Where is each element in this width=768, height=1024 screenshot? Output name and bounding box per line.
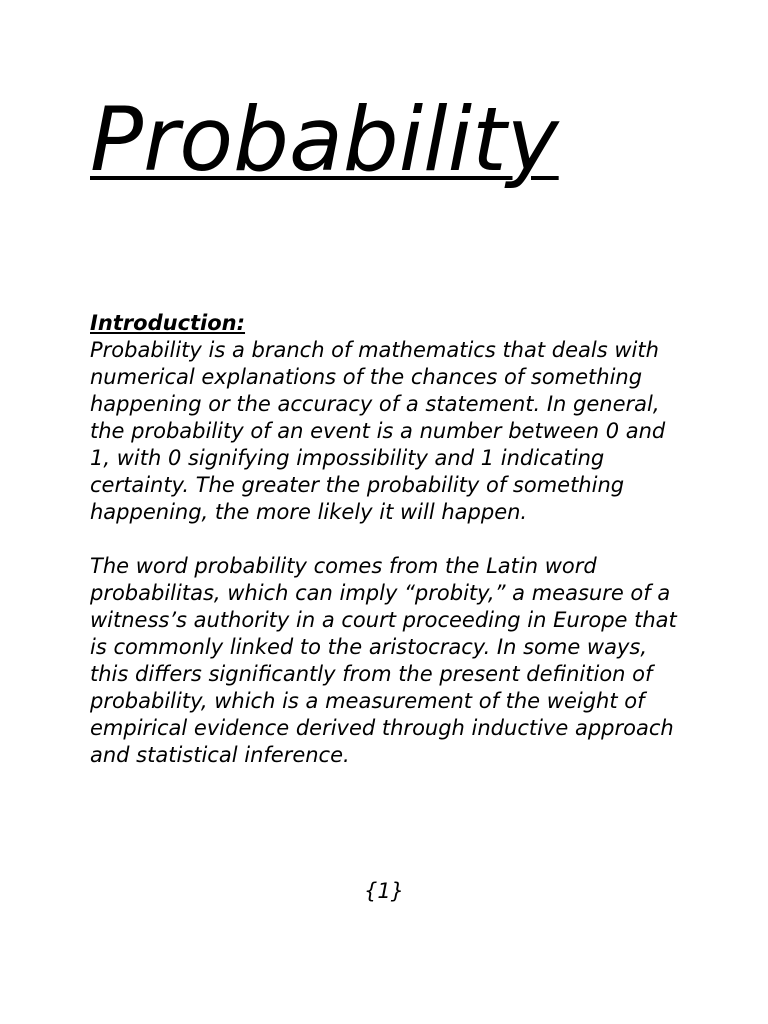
paragraph-intro: Probability is a branch of mathematics that deals with numerical explanations of the chances of something happening or the accuracy of a statement. In general, the probability of an event is a number between 0 and 1, with 0 signifying impossibility and 1 indicating certainty. The greater the probability of something happening, the more likely it will happen. (90, 338, 666, 524)
page-number: {1} (363, 879, 405, 903)
document-title: Probability (90, 88, 559, 191)
document-body (90, 310, 680, 769)
section-heading: Introduction: (90, 311, 246, 335)
paragraph-etymology: The word probability comes from the Latin word probabilitas, which can imply “probity,” a measure of a witness’s authority in a court proceeding in Europe that is commonly linked to the aristocracy. In some ways, this differs significantly from the present definition of probability, which is a measurement of the weight of empirical evidence derived through inductive approach and statistical inference. (90, 554, 677, 767)
